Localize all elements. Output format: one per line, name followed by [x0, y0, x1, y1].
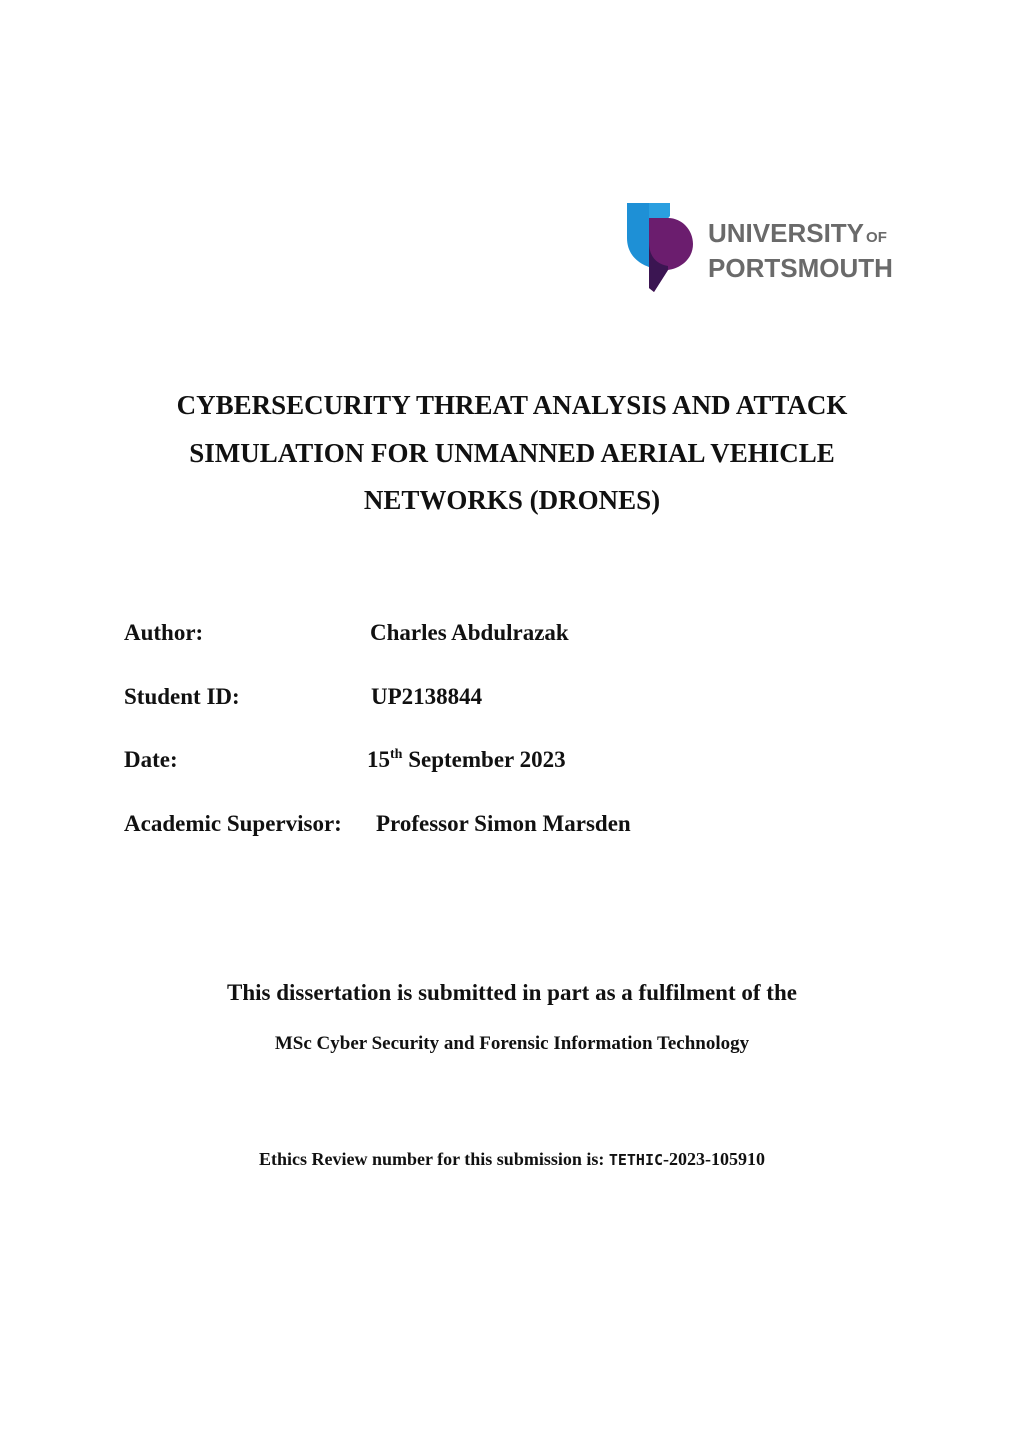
date-label: Date:	[124, 747, 178, 772]
author-value: Charles Abdulrazak	[370, 620, 569, 645]
dissertation-title	[112, 382, 912, 525]
date-ordinal-suffix: th	[390, 747, 403, 762]
ethics-code-prefix: TETHIC	[608, 1151, 664, 1169]
ethics-code-number: -2023-105910	[663, 1149, 766, 1169]
university-logo	[624, 200, 893, 296]
supervisor-value: Professor Simon Marsden	[376, 811, 631, 836]
date-day: 15	[367, 747, 390, 772]
date-value	[367, 747, 566, 773]
university-shield-icon	[624, 200, 700, 296]
logo-line-2: PORTSMOUTH	[708, 253, 893, 283]
degree-name: MSc Cyber Security and Forensic Information Technology	[274, 1033, 750, 1054]
ethics-review-label: Ethics Review number for this submission is:	[258, 1149, 609, 1169]
date-month-year: September 2023	[402, 747, 566, 772]
ethics-review-line	[0, 1149, 1024, 1170]
supervisor-label: Academic Supervisor:	[124, 811, 342, 836]
author-label: Author:	[124, 620, 204, 645]
logo-line-1: UNIVERSITY OF	[708, 218, 887, 248]
student-id-label: Student ID:	[124, 684, 240, 709]
title-line-2: SIMULATION FOR UNMANNED AERIAL VEHICLE	[189, 437, 835, 468]
logo-wordmark	[708, 218, 893, 283]
title-line-1: CYBERSECURITY THREAT ANALYSIS AND ATTACK	[176, 390, 848, 420]
title-line-3: NETWORKS (DRONES)	[363, 485, 661, 515]
student-id-value: UP2138844	[371, 684, 483, 709]
submission-statement: This dissertation is submitted in part as a fulfilment of the	[227, 980, 797, 1005]
